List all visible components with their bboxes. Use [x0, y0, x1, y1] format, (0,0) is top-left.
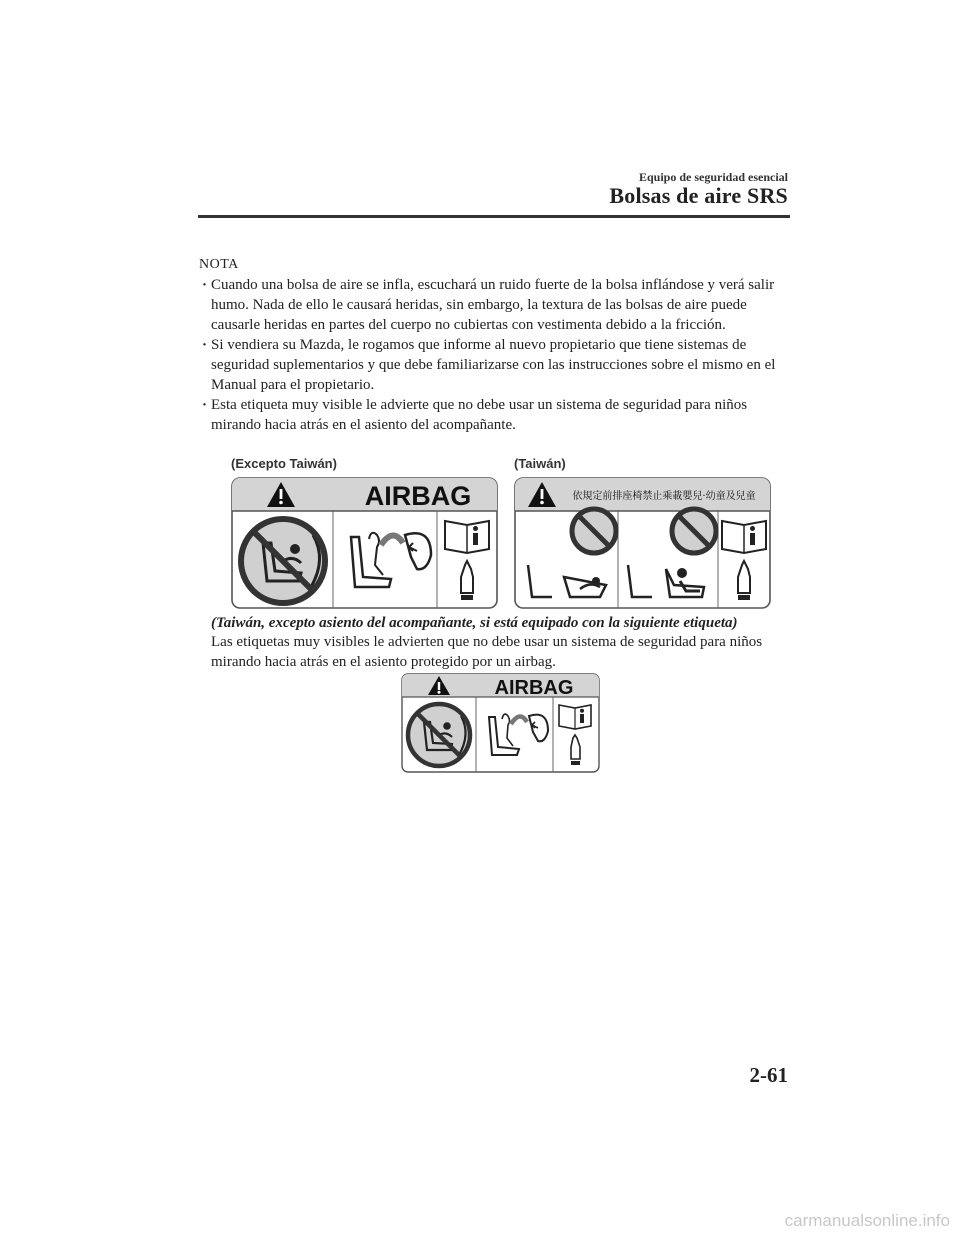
header-rule [198, 215, 790, 218]
airbag-word: AIRBAG [364, 481, 472, 511]
airbag-warning-label [231, 477, 498, 609]
section-title: Bolsas de aire SRS [609, 183, 788, 208]
airbag-word: AIRBAG [494, 677, 574, 699]
note-item: · Cuando una bolsa de aire se infla, escuchará un ruido fuerte de la bolsa inflándose y verá salir humo. Nada de ello le causará heridas, sin embargo, la textura de las bolsas de aire puede causarle heridas en partes del cuerpo no cubiertas con vestimenta debido a la fricción. [211, 275, 791, 335]
prohibited-rear-child-seat-icon [408, 704, 470, 766]
label-taiwan-caption: (Taiwán) [514, 456, 566, 471]
note-item: · Si vendiera su Mazda, le rogamos que informe al nuevo propietario que tiene sistemas de seguridad suplementarios y que debe familiarizarse con las instrucciones sobre el mismo en el Manual para el propietario. [211, 335, 791, 395]
note-list [211, 275, 791, 435]
taiwan-warning-label [514, 477, 771, 609]
note-item: · Esta etiqueta muy visible le advierte que no debe usar un sistema de seguridad para niños mirando hacia atrás en el asiento del acompañante. [211, 395, 791, 435]
taiwan-warning-text: 依規定前排座椅禁止乘載嬰兒‧幼童及兒童 [572, 491, 756, 502]
airbag-warning-label-small [401, 673, 600, 773]
section-small-title: Equipo de seguridad esencial [638, 170, 788, 184]
label-except-taiwan-caption: (Excepto Taiwán) [231, 456, 337, 471]
note-heading: NOTA [199, 257, 239, 272]
page-number: 2-61 [749, 1063, 788, 1087]
taiwan-note-paragraph: (Taiwán, excepto asiento del acompañante, si está equipado con la siguiente etiqueta) [211, 615, 738, 631]
taiwan-description-paragraph: Las etiquetas muy visibles le advierten que no debe usar un sistema de seguridad para niños mirando hacia atrás en el asiento protegido por un airbag. [211, 634, 763, 670]
prohibited-rear-child-seat-icon [241, 519, 325, 603]
watermark: carmanualsonline.info [784, 1211, 950, 1230]
